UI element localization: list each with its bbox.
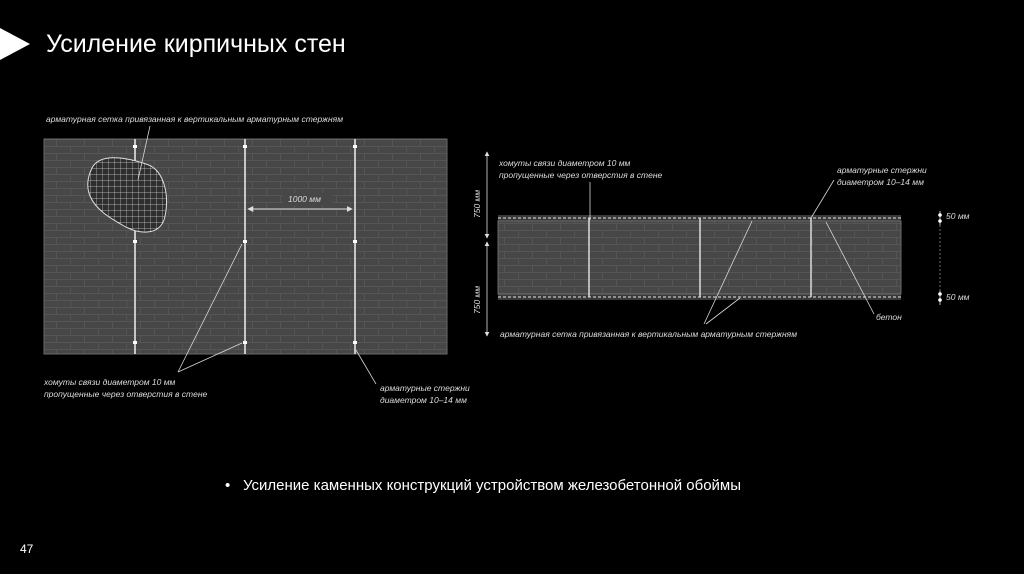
page-number: 47 xyxy=(20,542,34,556)
slide-title: Усиление кирпичных стен xyxy=(46,30,346,58)
cover-dim-top-label: 50 мм xyxy=(946,211,970,221)
bullet-dot-icon: • xyxy=(225,477,231,494)
spacing-label: 1000 мм xyxy=(288,194,321,204)
wall-elevation xyxy=(44,139,447,354)
left-rods-label-line1: арматурные стержни xyxy=(380,383,470,393)
right-mesh-leader-2 xyxy=(706,298,740,324)
right-rods-label-line2: диаметром 10–14 мм xyxy=(837,177,924,187)
wall-section xyxy=(498,215,901,300)
left-rods-leader xyxy=(356,350,376,384)
left-rods-label-line2: диаметром 10–14 мм xyxy=(380,395,467,405)
left-ties-label-line2: пропущенные через отверстия в стене xyxy=(44,389,208,399)
left-mesh-label: арматурная сетка привязанная к вертикальным арматурным стержням xyxy=(46,114,344,124)
cover-dim-bottom-label: 50 мм xyxy=(946,292,970,302)
bullet-list xyxy=(225,477,741,494)
dim-bottom-label: 750 мм xyxy=(472,285,482,314)
bullet-text: Усиление каменных конструкций устройством железобетонной обоймы xyxy=(243,477,742,494)
right-rods-label-line1: арматурные стержни xyxy=(837,165,927,175)
concrete-label: бетон xyxy=(876,312,902,322)
right-mesh-label: арматурная сетка привязанная к вертикальным арматурным стержням xyxy=(500,329,798,339)
right-rods-leader xyxy=(811,180,834,218)
bullet-item xyxy=(225,477,741,494)
dim-top-label: 750 мм xyxy=(472,189,482,218)
left-ties-label-line1: хомуты связи диаметром 10 мм xyxy=(44,377,176,387)
right-ties-label-line2: пропущенные через отверстия в стене xyxy=(499,170,663,180)
right-ties-label-line1: хомуты связи диаметром 10 мм xyxy=(499,158,631,168)
